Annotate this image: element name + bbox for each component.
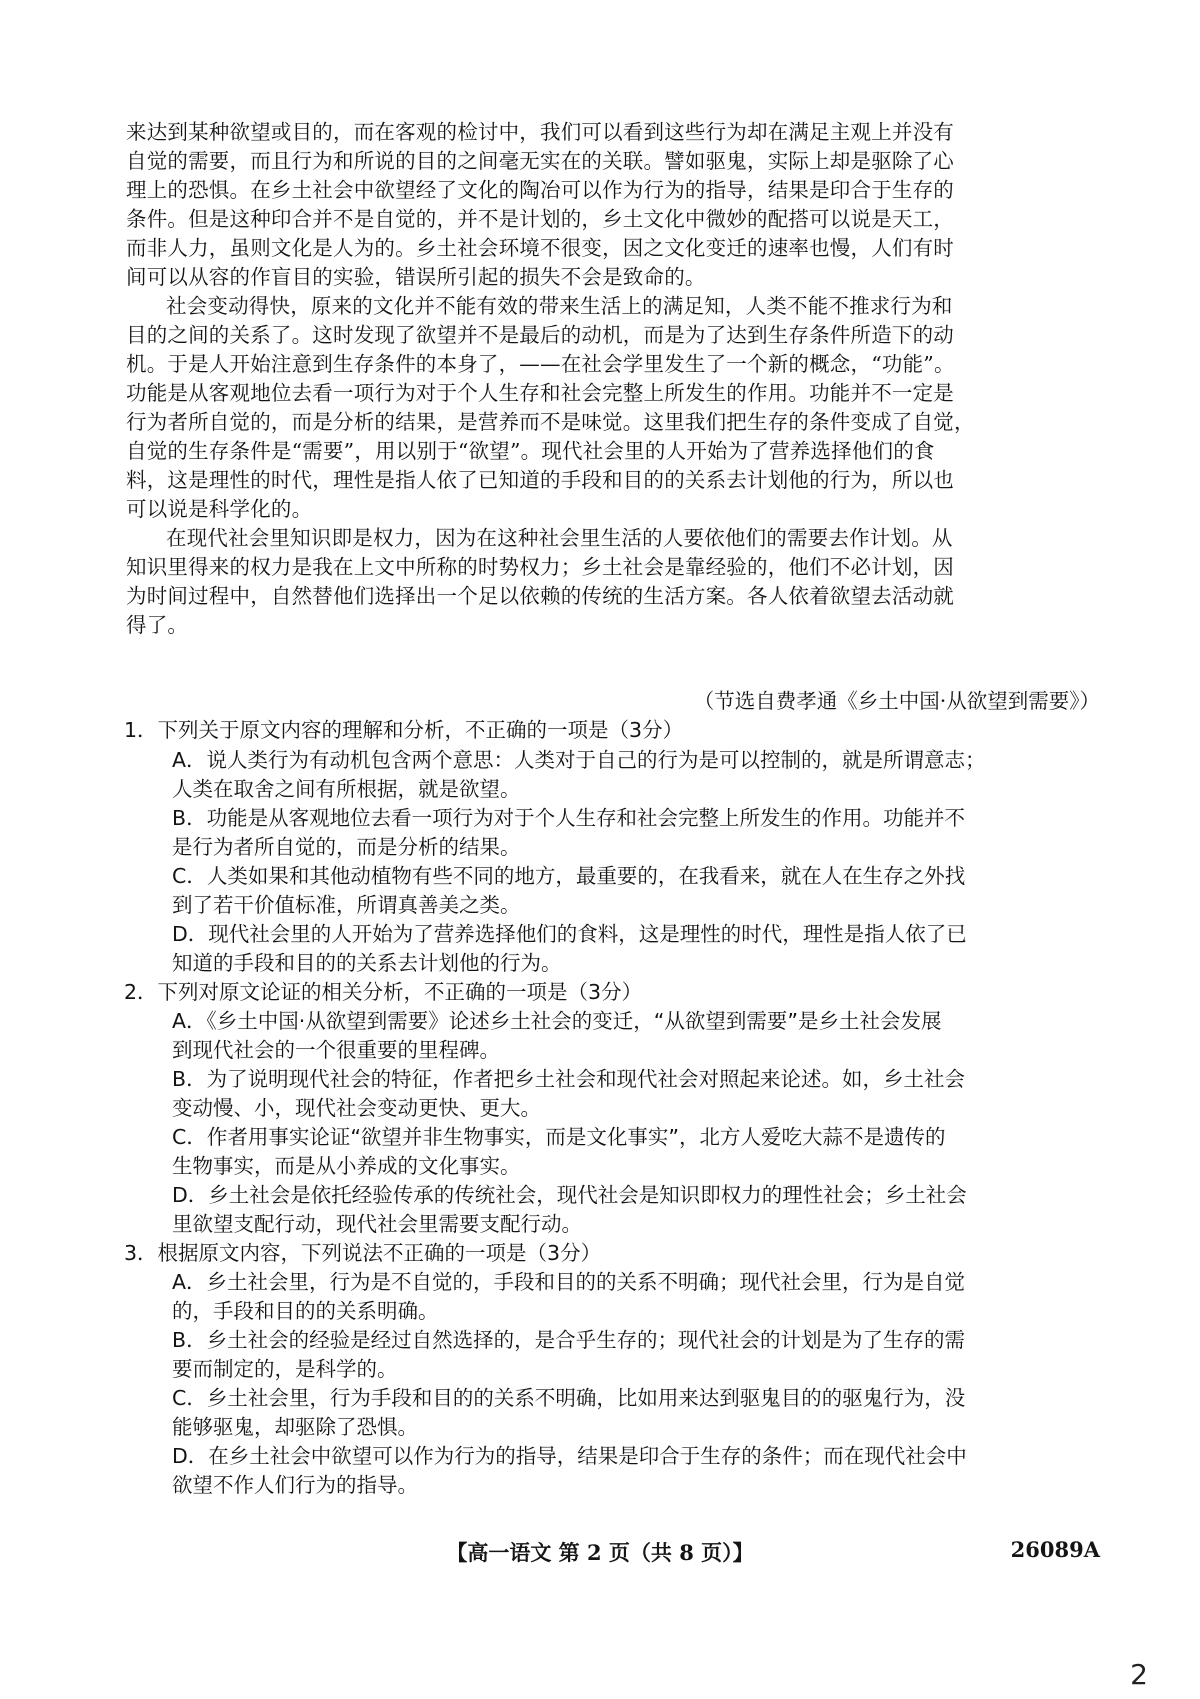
question-3-option-b: B．乡土社会的经验是经过自然选择的，是合乎生存的；现代社会的计划是为了生存的需 xyxy=(172,1328,966,1352)
passage-line: 料，这是理性的时代，理性是指人依了已知道的手段和目的的关系去计划他的行为，所以也 xyxy=(126,468,954,492)
question-2-stem: 2．下列对原文论证的相关分析，不正确的一项是（3分） xyxy=(124,980,643,1004)
question-2-option-a-cont: 到现代社会的一个很重要的里程碑。 xyxy=(172,1038,500,1062)
question-3-option-a: A．乡土社会里，行为是不自觉的，手段和目的的关系不明确；现代社会里，行为是自觉 xyxy=(172,1270,966,1294)
passage-line: 自觉的生存条件是“需要”，用以别于“欲望”。现代社会里的人开始为了营养选择他们的食 xyxy=(126,439,935,463)
question-1-option-a: A．说人类行为有动机包含两个意思：人类对于自己的行为是可以控制的，就是所谓意志； xyxy=(172,748,986,772)
passage-line: 机。于是人开始注意到生存条件的本身了，——在社会学里发生了一个新的概念，“功能”。 xyxy=(126,352,955,376)
question-3-option-b-cont: 要而制定的，是科学的。 xyxy=(172,1357,398,1381)
passage-line: 功能是从客观地位去看一项行为对于个人生存和社会完整上所发生的作用。功能并不一定是 xyxy=(126,381,954,405)
passage-line: 可以说是科学化的。 xyxy=(126,497,313,521)
question-2-option-a: A．《乡土中国·从欲望到需要》论述乡土社会的变迁，“从欲望到需要”是乡土社会发展 xyxy=(172,1009,942,1033)
question-3-option-d: D．在乡土社会中欲望可以作为行为的指导，结果是印合于生存的条件；而在现代社会中 xyxy=(172,1444,967,1468)
question-1-option-c-cont: 到了若干价值标准，所谓真善美之类。 xyxy=(172,893,521,917)
passage-line: 而非人力，虽则文化是人为的。乡土社会环境不很变，因之文化变迁的速率也慢，人们有时 xyxy=(126,236,954,260)
passage-line: 自觉的需要，而且行为和所说的目的之间毫无实在的关联。譬如驱鬼，实际上却是驱除了心 xyxy=(126,149,954,173)
question-3-option-d-cont: 欲望不作人们行为的指导。 xyxy=(172,1473,418,1497)
question-1-stem: 1．下列关于原文内容的理解和分析，不正确的一项是（3分） xyxy=(124,718,684,742)
page-number: 2 xyxy=(1130,1658,1148,1691)
question-1-option-b-cont: 是行为者所自觉的，而是分析的结果。 xyxy=(172,835,521,859)
passage-line: 为时间过程中，自然替他们选择出一个足以依赖的传统的生活方案。各人依着欲望去活动就 xyxy=(126,584,954,608)
question-3-option-c-cont: 能够驱鬼，却驱除了恐惧。 xyxy=(172,1415,418,1439)
passage-line: 得了。 xyxy=(126,613,189,637)
question-1-option-b: B．功能是从客观地位去看一项行为对于个人生存和社会完整上所发生的作用。功能并不 xyxy=(172,806,966,830)
footer-exam-code: 26089A xyxy=(1010,1537,1100,1562)
passage-line: 理上的恐惧。在乡土社会中欲望经了文化的陶冶可以作为行为的指导，结果是印合于生存的 xyxy=(126,178,954,202)
passage-line: 间可以从容的作盲目的实验，错误所引起的损失不会是致命的。 xyxy=(126,265,706,289)
passage-line: 行为者所自觉的，而是分析的结果，是营养而不是味觉。这里我们把生存的条件变成了自觉， xyxy=(126,410,975,434)
question-2-option-d-cont: 里欲望支配行动，现代社会里需要支配行动。 xyxy=(172,1212,582,1236)
question-2-option-d: D．乡土社会是依托经验传承的传统社会，现代社会是知识即权力的理性社会；乡土社会 xyxy=(172,1183,967,1207)
question-1-option-d-cont: 知道的手段和目的的关系去计划他的行为。 xyxy=(172,951,562,975)
passage-source: （节选自费孝通《乡土中国·从欲望到需要》） xyxy=(693,689,1100,713)
passage-line: 社会变动得快，原来的文化并不能有效的带来生活上的满足知，人类不能不推求行为和 xyxy=(166,294,953,318)
question-2-option-c-cont: 生物事实，而是从小养成的文化事实。 xyxy=(172,1154,521,1178)
question-1-option-c: C．人类如果和其他动植物有些不同的地方，最重要的，在我看来，就在人在生存之外找 xyxy=(172,864,966,888)
question-3-option-a-cont: 的，手段和目的的关系明确。 xyxy=(172,1299,439,1323)
passage-line: 目的之间的关系了。这时发现了欲望并不是最后的动机，而是为了达到生存条件所造下的动 xyxy=(126,323,954,347)
question-3-option-c: C．乡土社会里，行为手段和目的的关系不明确，比如用来达到驱鬼目的的驱鬼行为，没 xyxy=(172,1386,966,1410)
question-1-option-d: D．现代社会里的人开始为了营养选择他们的食料，这是理性的时代，理性是指人依了已 xyxy=(172,922,967,946)
footer-page-info: 【高一语文 第 2 页（共 8 页）】 xyxy=(446,1540,754,1565)
question-3-stem: 3．根据原文内容，下列说法不正确的一项是（3分） xyxy=(124,1241,602,1265)
passage-line: 来达到某种欲望或目的，而在客观的检讨中，我们可以看到这些行为却在满足主观上并没有 xyxy=(126,120,954,144)
passage-line: 在现代社会里知识即是权力，因为在这种社会里生活的人要依他们的需要去作计划。从 xyxy=(166,526,953,550)
passage-line: 知识里得来的权力是我在上文中所称的时势权力；乡土社会是靠经验的，他们不必计划，因 xyxy=(126,555,954,579)
question-2-option-c: C．作者用事实论证“欲望并非生物事实，而是文化事实”，北方人爱吃大蒜不是遗传的 xyxy=(172,1125,946,1149)
question-2-option-b: B．为了说明现代社会的特征，作者把乡土社会和现代社会对照起来论述。如，乡土社会 xyxy=(172,1067,966,1091)
passage-line: 条件。但是这种印合并不是自觉的，并不是计划的，乡土文化中微妙的配搭可以说是天工， xyxy=(126,207,954,231)
question-2-option-b-cont: 变动慢、小，现代社会变动更快、更大。 xyxy=(172,1096,541,1120)
question-1-option-a-cont: 人类在取舍之间有所根据，就是欲望。 xyxy=(172,777,521,801)
